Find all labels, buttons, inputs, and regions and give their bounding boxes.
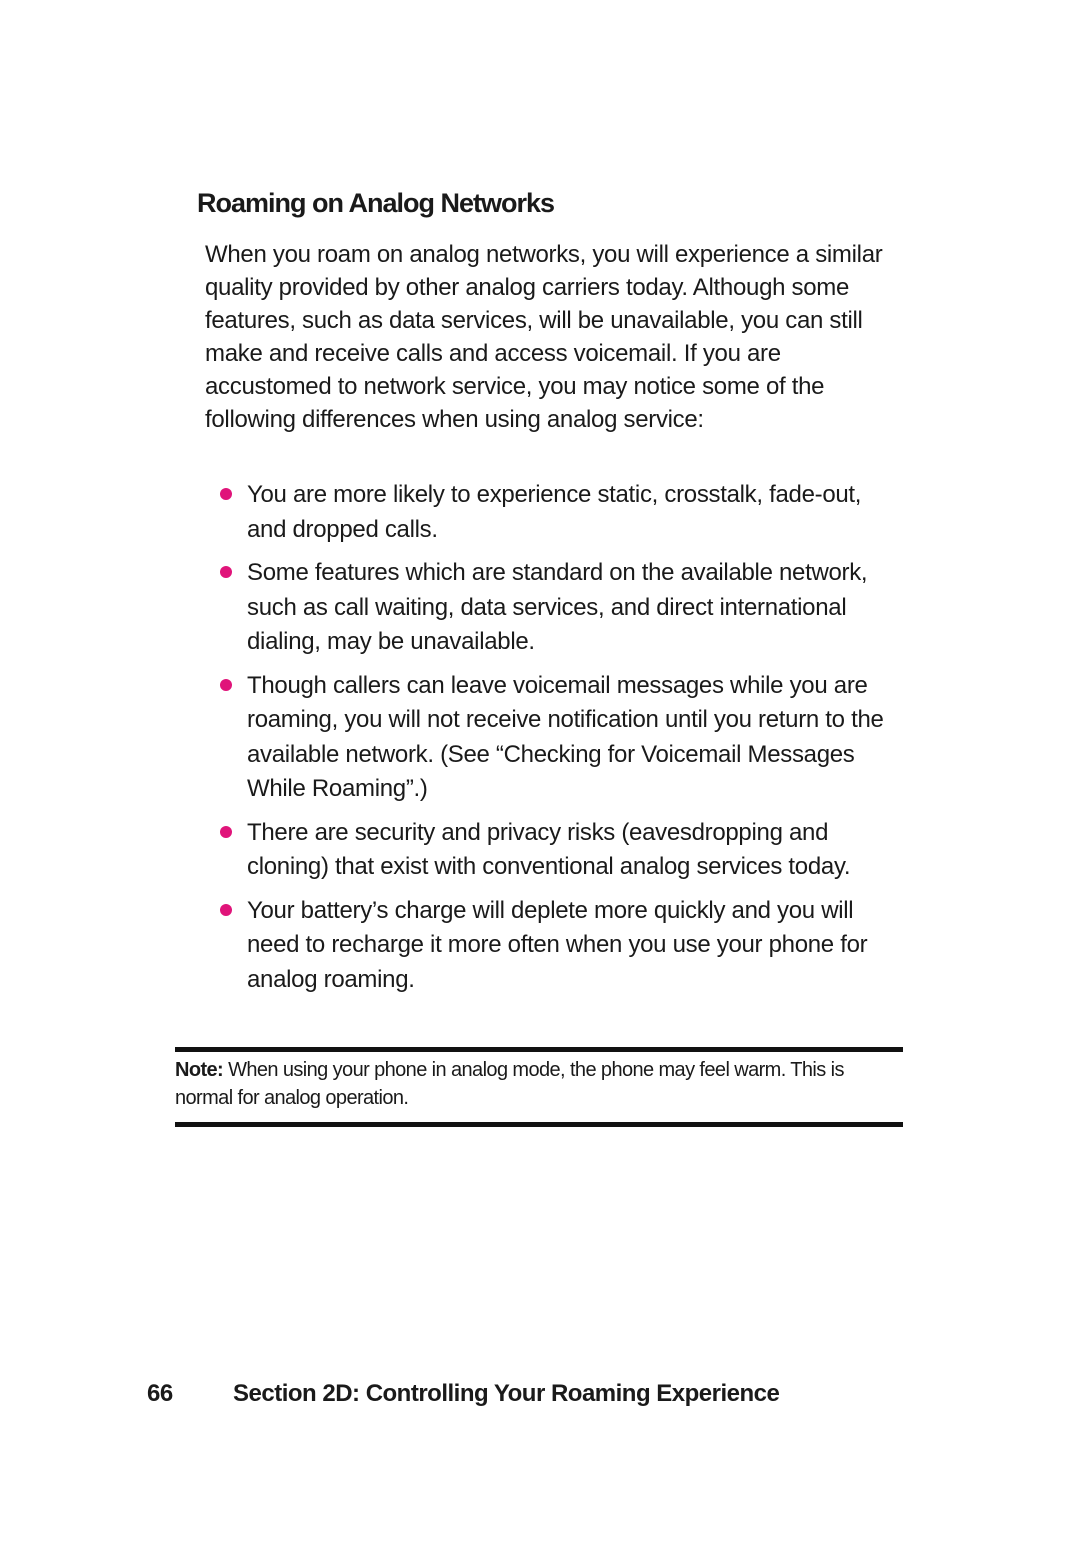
note-body: When using your phone in analog mode, the phone may feel warm. This is normal for analog operation. xyxy=(175,1059,844,1109)
note-box xyxy=(175,1047,903,1127)
bullet-list xyxy=(205,478,885,1006)
bullet-dot-icon xyxy=(220,826,232,838)
page-number: 66 xyxy=(147,1380,173,1407)
note-text xyxy=(175,1056,903,1112)
list-item-text: Some features which are standard on the available network, such as call waiting, data services, and direct international dialing, may be unavailable. xyxy=(247,559,868,655)
list-item xyxy=(205,556,885,660)
section-heading: Roaming on Analog Networks xyxy=(197,188,555,218)
list-item-text: Your battery’s charge will deplete more quickly and you will need to recharge it more often when you use your phone for analog roaming. xyxy=(247,896,868,993)
intro-paragraph: When you roam on analog networks, you will experience a similar quality provided by other analog carriers today. Although some features, such as data services, will be unavailable, you can still make and receive calls and access voicemail. If you are accustomed to network service, you may notice some of the following differences when using analog service: xyxy=(205,241,883,433)
list-item xyxy=(205,894,885,998)
page-footer xyxy=(147,1380,779,1408)
bullet-dot-icon xyxy=(220,679,232,691)
list-item-text: You are more likely to experience static, crosstalk, fade-out, and dropped calls. xyxy=(247,481,862,543)
list-item xyxy=(205,816,885,885)
bullet-dot-icon xyxy=(220,904,232,916)
list-item xyxy=(205,478,885,547)
note-label: Note: xyxy=(175,1059,224,1081)
bullet-dot-icon xyxy=(220,488,232,500)
list-item xyxy=(205,669,885,807)
section-title: Section 2D: Controlling Your Roaming Experience xyxy=(233,1380,780,1407)
list-item-text: There are security and privacy risks (eavesdropping and cloning) that exist with conventional analog services today. xyxy=(247,818,851,880)
list-item-text: Though callers can leave voicemail messages while you are roaming, you will not receive notification until you return to the available network. (See “Checking for Voicemail Messages While Roaming”.) xyxy=(247,671,884,802)
bullet-dot-icon xyxy=(220,566,232,578)
